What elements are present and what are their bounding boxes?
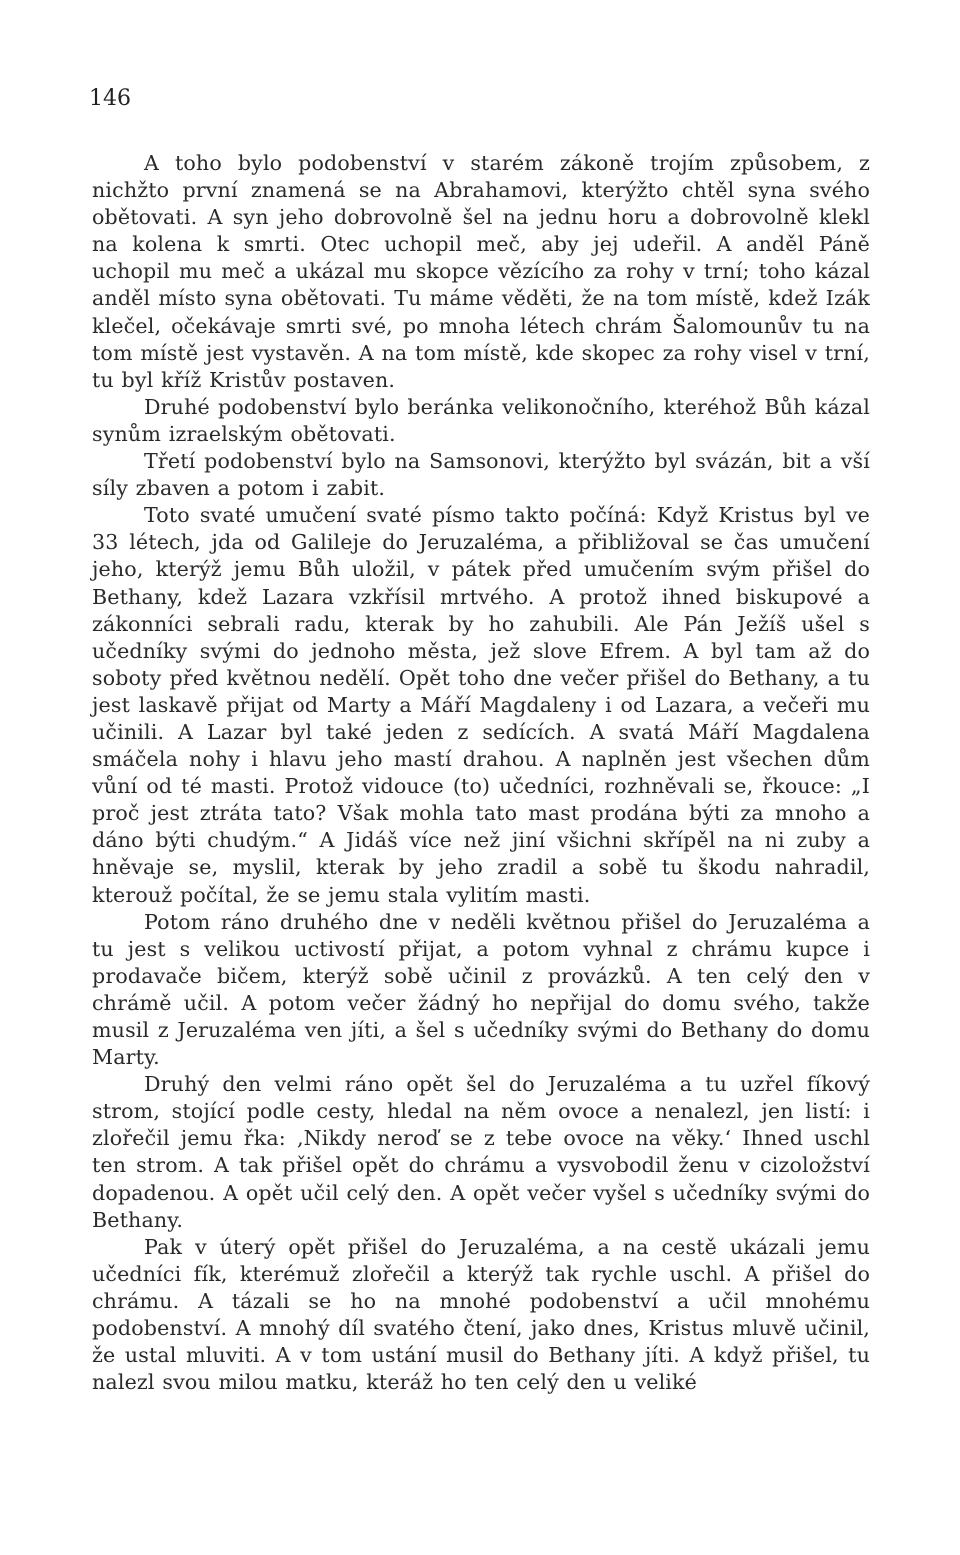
paragraph: Pak v úterý opět přišel do Jeruzaléma, a na cestě ukázali jemu učedníci fík, kterémuž zlořečil a kterýž tak rychle uschl. A přišel do chrámu. A tázali se ho na mnohé podobenství a učil mnohému podobenství. A mnohý díl svatého čtení, jako dnes, Kristus mluvě učinil, že ustal mluviti. A v tom ustání musil do Bethany jíti. A když přišel, tu nalezl svou milou matku, kteráž ho ten celý den u veliké: [92, 1234, 870, 1395]
paragraph: Druhé podobenství bylo beránka velikonočního, kteréhož Bůh kázal synům izraelským obětovati.: [92, 394, 870, 446]
paragraph: Druhý den velmi ráno opět šel do Jeruzaléma a tu uzřel fíkový strom, stojící podle cesty, hledal na něm ovoce a nenalezl, jen listí: i zlořečil jemu řka: ‚Nikdy neroď se z tebe ovoce na věky.‘ Ihned uschl ten strom. A tak přišel opět do chrámu a vysvobodil ženu v cizoložství dopadenou. A opět učil celý den. A opět večer vyšel s učedníky svými do Bethany.: [92, 1072, 870, 1232]
page-number: 146: [89, 86, 131, 111]
paragraph: A toho bylo podobenství v starém zákoně trojím způsobem, z nichžto první znamená se na Abrahamovi, kterýžto chtěl syna svého obětovati. A syn jeho dobrovolně šel na jednu horu a dobrovolně klekl na kolena k smrti. Otec uchopil meč, aby jej udeřil. A anděl Páně uchopil mu meč a ukázal mu skopce vězícího za rohy v trní; toho kázal anděl místo syna obětovati. Tu máme věděti, že na tom místě, kdež Izák klečel, očekávaje smrti své, po mnoha létech chrám Šalomounův tu na tom místě jest vystavěn. A na tom místě, kde skopec za rohy visel v trní, tu byl kříž Kristův postaven.: [92, 151, 870, 392]
paragraph: Třetí podobenství bylo na Samsonovi, kterýžto byl svázán, bit a vší síly zbaven a potom i zabit.: [92, 449, 870, 501]
paragraph: Toto svaté umučení svaté písmo takto počíná: Když Kristus byl ve 33 létech, jda od Galileje do Jeruzaléma, a přibližoval se čas umučení jeho, kterýž jemu Bůh uložil, v pátek před umučením svým přišel do Bethany, kdež Lazara vzkřísil mrtvého. A protož ihned biskupové a zákonníci sebrali radu, kterak by ho zahubili. Ale Pán Ježíš ušel s učedníky svými do jednoho města, jež slove Efrem. A byl tam až do soboty před květnou nedělí. Opět toho dne večer přišel do Bethany, a tu jest laskavě přijat od Marty a Máří Magdaleny i od Lazara, a večeři mu učinili. A Lazar byl také jeden z sedících. A svatá Máří Magdalena smáčela nohy i hlavu jeho mastí drahou. A naplněn jest všechen dům vůní od té masti. Protož vidouce (to) učedníci, rozhněvali se, řkouce: „I proč jest ztráta tato? Však mohla tato mast prodána býti za mnoho a dáno býti chudým.“ A Jidáš více než jiní všichni skřípěl na ni zuby a hněvaje se, myslil, kterak by jeho zradil a sobě tu škodu nahradil, kterouž počítal, že se jemu stala vylitím masti.: [92, 503, 870, 907]
paragraph: Potom ráno druhého dne v neděli květnou přišel do Jeruzaléma a tu jest s velikou uctivostí přijat, a potom vyhnal z chrámu kupce i prodavače bičem, kterýž sobě učinil z provázků. A ten celý den v chrámě učil. A potom večer žádný ho nepřijal do domu svého, takže musil z Jeruzaléma ven jíti, a šel s učedníky svými do Bethany do domu Marty.: [92, 909, 870, 1070]
text-body: [92, 150, 870, 1396]
